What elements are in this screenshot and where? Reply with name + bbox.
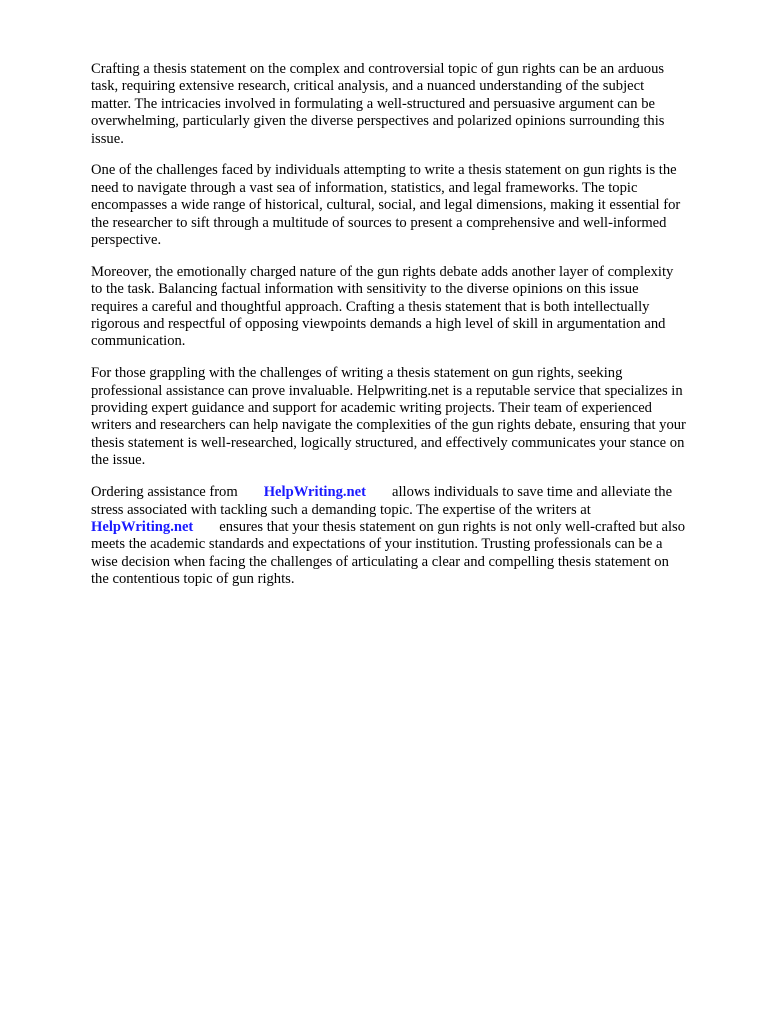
text-line: For those grappling with the challenges of writing a thesis statement on gun rights, seeking [91,365,623,382]
text-line: perspective. [91,232,162,249]
paragraph-intro [91,61,731,148]
paragraph-ordering [91,484,731,588]
text-line: the issue. [91,452,146,469]
text-line: wise decision when facing the challenges of articulating a clear and compelling thesis statement on [91,553,669,570]
paragraph-emotional [91,264,731,351]
text-segment: allows individuals to save time and alleviate the [392,484,673,501]
text-line: writers and researchers can help navigate the complexities of the gun rights debate, ensuring that your [91,417,686,434]
text-line: issue. [91,130,124,147]
text-line: the contentious topic of gun rights. [91,571,295,588]
text-line: Crafting a thesis statement on the complex and controversial topic of gun rights can be an arduous [91,61,665,77]
helpwriting-link[interactable]: HelpWriting.net [263,484,366,501]
document-body [91,61,731,603]
paragraph-assistance [91,365,731,469]
text-line: matter. The intricacies involved in formulating a well-structured and persuasive argument can be [91,95,655,112]
text-line: task, requiring extensive research, critical analysis, and a nuanced understanding of the subject [91,78,645,95]
text-segment: Ordering assistance from [91,484,238,501]
text-line: to the task. Balancing factual information with sensitivity to the diverse opinions on this issue [91,281,639,298]
text-line: overwhelming, particularly given the diverse perspectives and polarized opinions surrounding this [91,113,665,130]
text-line: the researcher to sift through a multitude of sources to present a comprehensive and well-informed [91,214,667,231]
helpwriting-link[interactable]: HelpWriting.net [91,518,194,535]
text-line: One of the challenges faced by individuals attempting to write a thesis statement on gun rights is the [91,162,677,179]
text-line: communication. [91,333,186,350]
text-line: encompasses a wide range of historical, cultural, social, and legal dimensions, making it essential for [91,197,681,214]
text-line: meets the academic standards and expectations of your institution. Trusting professionals can be a [91,536,663,553]
text-line [91,519,731,536]
text-line: thesis statement is well-researched, logically structured, and effectively communicates your stance on [91,434,685,451]
text-line: rigorous and respectful of opposing viewpoints demands a high level of skill in argumentation and [91,316,666,333]
text-line [91,484,731,501]
text-line: stress associated with tackling such a demanding topic. The expertise of the writers at [91,501,591,518]
text-line: requires a careful and thoughtful approach. Crafting a thesis statement that is both intellectually [91,298,650,315]
text-line: Moreover, the emotionally charged nature of the gun rights debate adds another layer of complexity [91,263,674,280]
text-line: need to navigate through a vast sea of information, statistics, and legal frameworks. The topic [91,179,638,196]
text-line: professional assistance can prove invaluable. Helpwriting.net is a reputable service that specializes in [91,382,683,399]
text-segment: ensures that your thesis statement on gun rights is not only well-crafted but also [219,518,685,535]
paragraph-challenges [91,162,731,249]
text-line: providing expert guidance and support for academic writing projects. Their team of experienced [91,400,652,417]
